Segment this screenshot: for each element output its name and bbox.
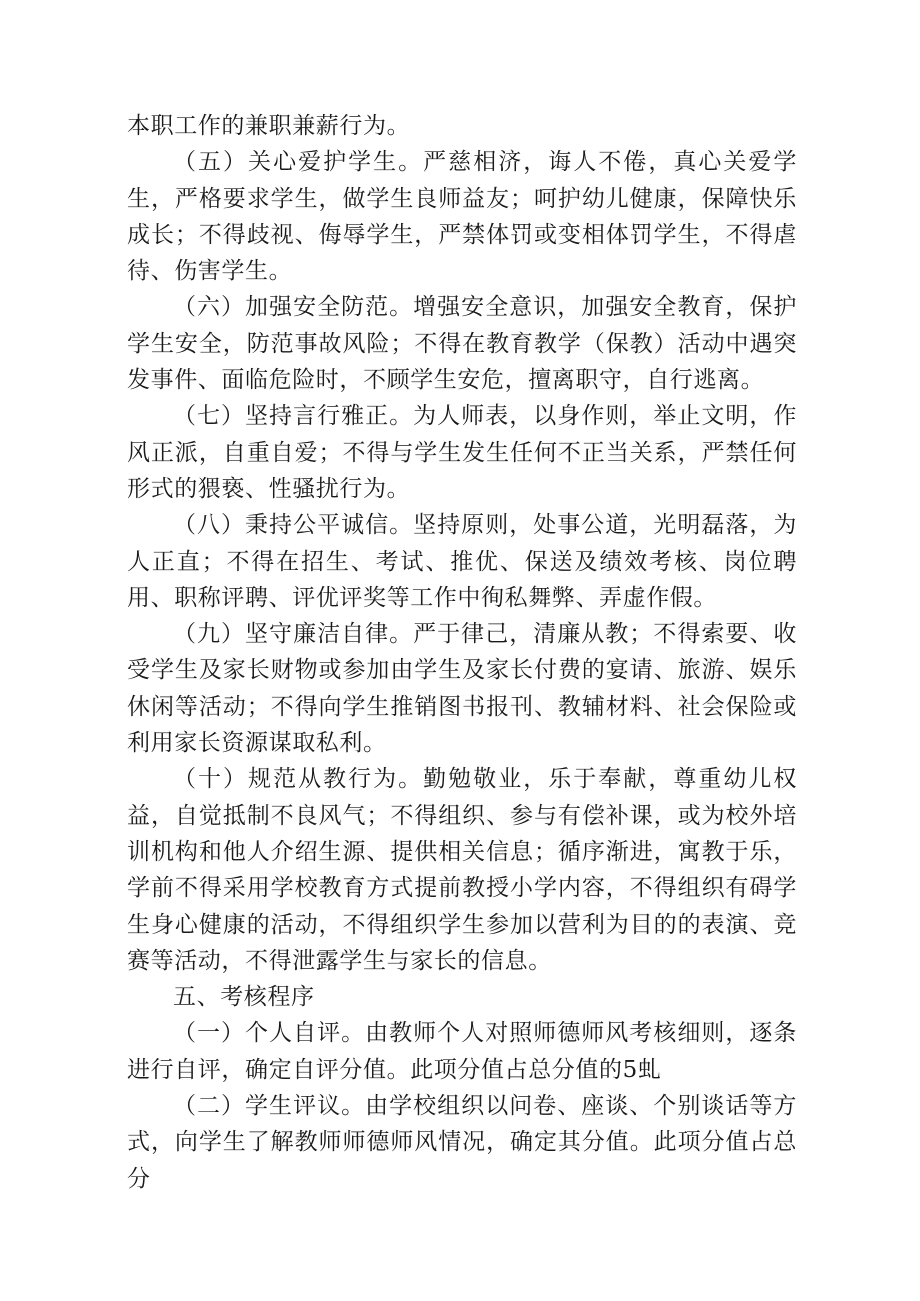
paragraph-self-evaluation: （一）个人自评。由教师个人对照师德师风考核细则，逐条进行自评，确定自评分值。此项分值占总分值的5虬	[127, 1020, 797, 1083]
paragraph-student-evaluation: （二）学生评议。由学校组织以问卷、座谈、个别谈话等方式，向学生了解教师师德师风情况，确定其分值。此项分值占总分	[127, 1093, 797, 1192]
paragraph-item-9: （九）坚守廉洁自律。严于律己，清廉从教；不得索要、收受学生及家长财物或参加由学生及家长付费的宴请、旅游、娱乐休闲等活动；不得向学生推销图书报刊、教辅材料、社会保险或利用家长资源谋取私利。	[127, 621, 797, 757]
paragraph-continuation: 本职工作的兼职兼薪行为。	[127, 113, 411, 139]
document-body	[127, 108, 797, 1197]
paragraph-item-5: （五）关心爱护学生。严慈相济，诲人不倦，真心关爱学生，严格要求学生，做学生良师益友；呵护幼儿健康，保障快乐成长；不得歧视、侮辱学生，严禁体罚或变相体罚学生，不得虐待、伤害学生。	[127, 149, 797, 285]
paragraph-item-10: （十）规范从教行为。勤勉敬业，乐于奉献，尊重幼儿权益，自觉抵制不良风气；不得组织、参与有偿补课，或为校外培训机构和他人介绍生源、提供相关信息；循序渐进，寓教于乐，学前不得采用学校教育方式提前教授小学内容，不得组织有碍学生身心健康的活动，不得组织学生参加以营利为目的的表演、竞赛等活动，不得泄露学生与家长的信息。	[127, 766, 797, 974]
paragraph-item-7: （七）坚持言行雅正。为人师表，以身作则，举止文明，作风正派，自重自爱；不得与学生发生任何不正当关系，严禁任何形式的猥亵、性骚扰行为。	[127, 403, 797, 502]
section-heading: 五、考核程序	[173, 984, 315, 1011]
paragraph-item-8: （八）秉持公平诚信。坚持原则，处事公道，光明磊落，为人正直；不得在招生、考试、推优、保送及绩效考核、岗位聘用、职称评聘、评优评奖等工作中徇私舞弊、弄虚作假。	[127, 512, 797, 611]
paragraph-item-6: （六）加强安全防范。增强安全意识，加强安全教育，保护学生安全，防范事故风险；不得在教育教学（保教）活动中遇突发事件、面临危险时，不顾学生安危，擅离职守，自行逃离。	[127, 294, 797, 394]
